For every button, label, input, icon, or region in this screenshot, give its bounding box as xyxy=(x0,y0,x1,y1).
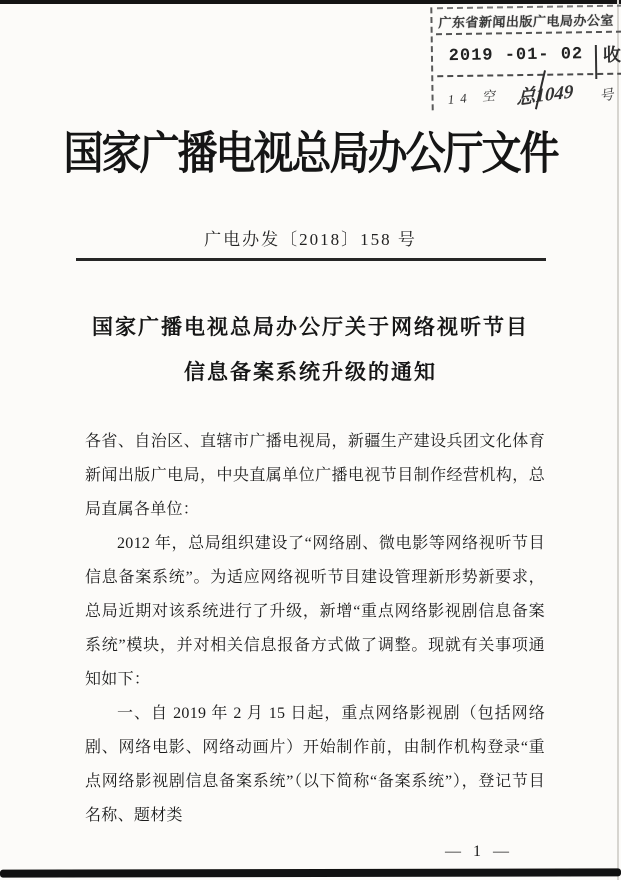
receipt-stamp-date-row xyxy=(437,33,621,78)
scan-edge-bottom xyxy=(0,868,621,877)
page-number: — 1 — xyxy=(445,843,513,860)
handwriting-left-mark: 14 空 xyxy=(447,87,502,107)
notice-title-line2: 信息备案系统升级的通知 xyxy=(184,360,437,384)
receipt-stamp-divider xyxy=(595,45,597,79)
scan-edge-top xyxy=(0,0,621,4)
body-paragraph-item-one: 一、自 2019 年 2 月 15 日起，重点网络影视剧（包括网络剧、网络电影、网络动画片）开始制作前，由制作机构登录“重点网络影视剧信息备案系统”（以下简称“备案系统”），登记节目名称、题材类 xyxy=(85,705,545,824)
receipt-stamp-handwriting xyxy=(437,75,621,111)
addressee-paragraph: 各省、自治区、直辖市广播电视局，新疆生产建设兵团文化体育新闻出版广电局，中央直属单位广播电视节目制作经营机构，总局直属各单位： xyxy=(85,433,545,518)
receipt-stamp xyxy=(430,5,621,111)
letterhead-org-title: 国家广播电视总局办公厅文件 xyxy=(63,128,558,179)
body-paragraph-background: 2012 年，总局组织建设了“网络剧、微电影等网络视听节目信息备案系统”。为适应网络视听节目建设管理新形势新要求，总局近期对该系统进行了升级，新增“重点网络影视剧信息备案系统”模块，并对相关信息报备方式做了调整。现就有关事项通知如下： xyxy=(85,535,545,688)
handwriting-registry-number: 总1049 xyxy=(516,81,574,110)
notice-body xyxy=(85,425,545,833)
receipt-stamp-received-label: 收 xyxy=(602,44,621,65)
notice-title xyxy=(0,305,621,395)
handwriting-number-suffix: 号 xyxy=(598,87,616,105)
receipt-stamp-office-name: 广东省新闻出版广电局办公室 xyxy=(436,5,621,36)
letterhead-rule xyxy=(76,258,546,261)
receipt-stamp-date: 2019 -01- 02 xyxy=(448,44,584,66)
notice-title-line1: 国家广播电视总局办公厅关于网络视听节目 xyxy=(92,315,529,339)
document-reference-number: 广电办发〔2018〕158 号 xyxy=(204,230,417,249)
